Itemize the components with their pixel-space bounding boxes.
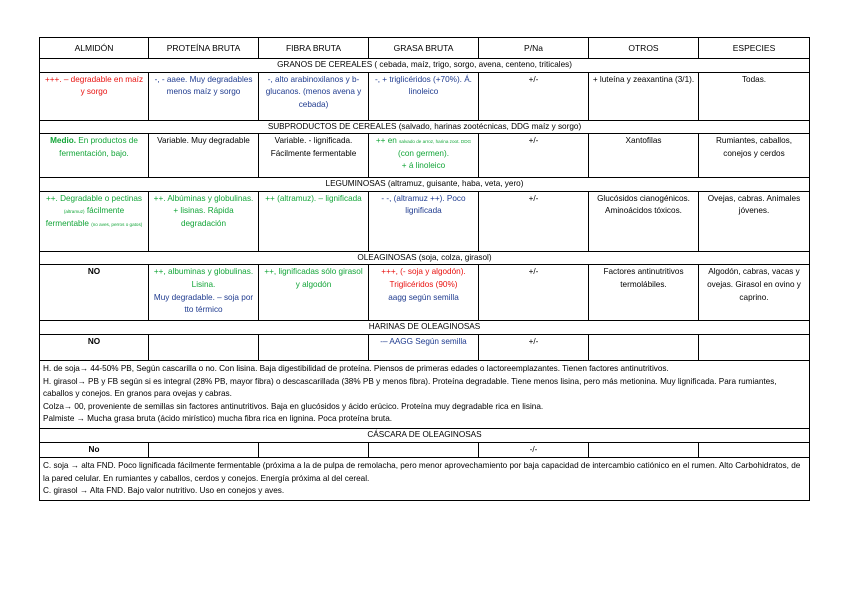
cascara-especies xyxy=(699,442,810,458)
note-c-girasol: C. girasol → Alta FND. Bajo valor nutritivo. Uso en conejos y aves. xyxy=(43,486,285,496)
subproductos-pna: +/- xyxy=(479,134,589,178)
subproductos-otros: Xantofilas xyxy=(589,134,699,178)
oleaginosas-pna: +/- xyxy=(479,265,589,321)
subproductos-almidon xyxy=(40,134,149,178)
leguminosas-fibra: ++ (altramuz). – lignificada xyxy=(259,191,369,251)
oleaginosas-almidon: NO xyxy=(40,265,149,321)
oleaginosas-proteina xyxy=(149,265,259,321)
feed-table-wrapper xyxy=(39,37,809,501)
leguminosas-almidon-tiny2: (no aves, perros o gatos) xyxy=(91,221,143,227)
row-leguminosas xyxy=(40,191,810,251)
row-granos xyxy=(40,72,810,120)
granos-proteina: -, - aaee. Muy degradables menos maíz y sorgo xyxy=(149,72,259,120)
note-h-girasol: H. girasol→ PB y FB según si es integral (28% PB, mayor fibra) o descascarillada (38% PB y menos fibra). Proteína degradable. Tiene menos lisina, pero más metionina. Muy lignificada. Para rumiantes, caballos y conejos. En granos para ovejas y cabras. xyxy=(43,376,777,399)
subproductos-fibra: Variable. - lignificada. Fácilmente fermentable xyxy=(259,134,369,178)
oleaginosas-otros: Factores antinutritivos termolábiles. xyxy=(589,265,699,321)
leguminosas-almidon-b: fácilmente fermentable xyxy=(45,206,125,228)
section-leguminosas xyxy=(40,178,810,192)
header-otros: OTROS xyxy=(589,38,699,59)
section-title-oleaginosas: OLEAGINOSAS (soja, colza, girasol) xyxy=(40,251,810,265)
leguminosas-proteina: ++. Albúminas y globulinas. + lisinas. Rápida degradación xyxy=(149,191,259,251)
section-oleaginosas xyxy=(40,251,810,265)
cascara-otros xyxy=(589,442,699,458)
note-h-soja: H. de soja→ 44-50% PB, Según cascarilla o no. Con lisina. Baja digestibilidad de proteína. Piensos de primeras edades o lactoreemplazantes. Tienen factores antinutritivos. xyxy=(43,363,669,373)
subproductos-grasa-b: (con germen). xyxy=(398,148,449,158)
row-harinas-notes xyxy=(40,360,810,428)
row-oleaginosas xyxy=(40,265,810,321)
harinas-proteina xyxy=(149,334,259,360)
harinas-grasa: -– AAGG Según semilla xyxy=(369,334,479,360)
cascara-proteina xyxy=(149,442,259,458)
header-grasa: GRASA BRUTA xyxy=(369,38,479,59)
harinas-notes xyxy=(40,360,810,428)
subproductos-especies: Rumiantes, caballos, conejos y cerdos xyxy=(699,134,810,178)
leguminosas-otros: Glucósidos cianogénicos. Aminoácidos tóxicos. xyxy=(589,191,699,251)
section-harinas xyxy=(40,321,810,335)
note-palmiste: Palmiste → Mucha grasa bruta (ácido mirístico) mucha fibra rica en lignina. Poca proteína bruta. xyxy=(43,414,393,424)
granos-pna: +/- xyxy=(479,72,589,120)
granos-almidon: +++. – degradable en maíz y sorgo xyxy=(40,72,149,120)
section-title-subproductos: SUBPRODUCTOS DE CEREALES (salvado, harinas zootécnicas, DDG maíz y sorgo) xyxy=(40,120,810,134)
header-almidon: ALMIDÓN xyxy=(40,38,149,59)
harinas-fibra xyxy=(259,334,369,360)
feed-comparison-table xyxy=(39,37,810,501)
subproductos-almidon-text: En productos de fermentación, bajo. xyxy=(59,136,138,158)
cascara-grasa xyxy=(369,442,479,458)
section-granos xyxy=(40,59,810,73)
harinas-especies xyxy=(699,334,810,360)
header-row xyxy=(40,38,810,59)
leguminosas-pna: +/- xyxy=(479,191,589,251)
cascara-pna: -/- xyxy=(479,442,589,458)
oleaginosas-fibra: ++, lignificadas sólo girasol y algodón xyxy=(259,265,369,321)
note-c-soja: C. soja → alta FND. Poco lignificada fácilmente fermentable (próxima a la de pulpa de remolacha, pero menor aprovechamiento por baja capacidad de intercambio catiónico en el rumen. Alto Carbohidratos, de la pared celular. En rumiantes y caballos, cerdos y conejos. Energía próxima al del cereal. xyxy=(43,461,801,483)
header-proteina: PROTEÍNA BRUTA xyxy=(149,38,259,59)
leguminosas-especies: Ovejas, cabras. Animales jóvenes. xyxy=(699,191,810,251)
cascara-almidon: No xyxy=(40,442,149,458)
harinas-pna: +/- xyxy=(479,334,589,360)
oleaginosas-grasa-b: aagg según semilla xyxy=(388,292,459,302)
row-cascara xyxy=(40,442,810,458)
subproductos-grasa xyxy=(369,134,479,178)
section-title-harinas: HARINAS DE OLEAGINOSAS xyxy=(40,321,810,335)
header-pna: P/Na xyxy=(479,38,589,59)
subproductos-grasa-tiny: salvado de arroz, harina zoot. DDG xyxy=(399,139,472,145)
subproductos-almidon-level: Medio. xyxy=(50,136,77,146)
section-subproductos xyxy=(40,120,810,134)
subproductos-proteina: Variable. Muy degradable xyxy=(149,134,259,178)
oleaginosas-grasa-a: +++, (- soja y algodón). Triglicéridos (90%) xyxy=(381,267,466,289)
header-especies: ESPECIES xyxy=(699,38,810,59)
leguminosas-almidon-a: ++. Degradable o pectinas xyxy=(45,193,143,203)
section-title-cascara: CÁSCARA DE OLEAGINOSAS xyxy=(40,428,810,442)
granos-especies: Todas. xyxy=(699,72,810,120)
granos-fibra: -, alto arabinoxilanos y b-glucanos. (menos avena y cebada) xyxy=(259,72,369,120)
row-subproductos xyxy=(40,134,810,178)
leguminosas-grasa: - -, (altramuz ++). Poco lignificada xyxy=(369,191,479,251)
harinas-otros xyxy=(589,334,699,360)
subproductos-grasa-c: + á linoleico xyxy=(401,161,446,171)
row-cascara-notes xyxy=(40,458,810,501)
oleaginosas-proteina-a: ++, albuminas y globulinas. Lisina. xyxy=(153,267,254,289)
granos-grasa: -, + triglicéridos (+70%). Á. linoleico xyxy=(369,72,479,120)
section-cascara xyxy=(40,428,810,442)
cascara-fibra xyxy=(259,442,369,458)
header-fibra: FIBRA BRUTA xyxy=(259,38,369,59)
oleaginosas-proteina-b: Muy degradable. – soja por tto térmico xyxy=(153,292,254,315)
oleaginosas-grasa xyxy=(369,265,479,321)
note-colza: Colza→ 00, proveniente de semillas sin factores antinutritivos. Baja en glucósidos y ácido erúcico. Proteína muy degradable rica en lisina. xyxy=(43,401,544,411)
granos-otros: + luteína y zeaxantina (3/1). xyxy=(589,72,699,120)
section-title-granos: GRANOS DE CEREALES ( cebada, maíz, trigo, sorgo, avena, centeno, triticales) xyxy=(40,59,810,73)
section-title-leguminosas: LEGUMINOSAS (altramuz, guisante, haba, veta, yero) xyxy=(40,178,810,192)
leguminosas-almidon xyxy=(40,191,149,251)
subproductos-grasa-a: ++ en xyxy=(375,136,400,146)
cascara-notes xyxy=(40,458,810,501)
row-harinas xyxy=(40,334,810,360)
leguminosas-almidon-tiny1: (altramuz) xyxy=(63,209,85,215)
harinas-almidon: NO xyxy=(40,334,149,360)
oleaginosas-especies: Algodón, cabras, vacas y ovejas. Girasol en ovino y caprino. xyxy=(699,265,810,321)
